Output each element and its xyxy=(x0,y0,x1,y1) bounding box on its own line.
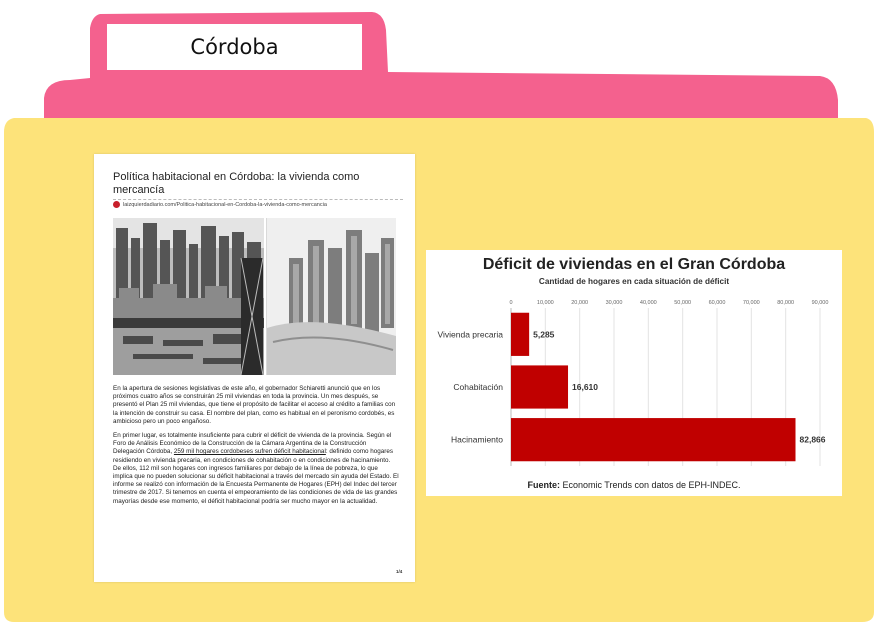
chart-subtitle: Cantidad de hogares en cada situación de déficit xyxy=(538,277,730,286)
article-body xyxy=(113,385,399,512)
x-tick-label: 30,000 xyxy=(605,300,623,306)
x-tick-label: 50,000 xyxy=(674,300,692,306)
bar xyxy=(511,313,529,356)
title-divider xyxy=(113,199,403,200)
x-tick-label: 60,000 xyxy=(708,300,726,306)
article-source-url[interactable]: laizquierdadiario.com/Politica-habitacional-en-Cordoba-la-vivienda-como-mercancia xyxy=(123,201,327,208)
source-text: Economic Trends con datos de EPH-INDEC. xyxy=(559,480,741,490)
data-label: 82,866 xyxy=(799,434,826,445)
paragraph-text: : definido como hogares residiendo en vivienda precaria, en condiciones de cohabitación o en condiciones de hacinamiento. De ellos, 112 mil son hogares con ingresos familiares por debajo de la línea de pobreza, lo que implica que no pueden solucionar su déficit habitacional a través del mercado sin ayuda del Estado. El informe se realizó con información de la Encuesta Permanente de Hogares (EPH) del Indec del tercer trimestre de 2017. Si tenemos en cuenta el empeoramiento de las condiciones de vida de las grandes mayorías desde ese momento, el déficit habitacional podría ser mucho mayor en la actualidad. xyxy=(113,448,399,505)
chart-source xyxy=(426,480,842,490)
site-logo-icon xyxy=(113,201,120,208)
category-label: Hacinamiento xyxy=(451,434,503,445)
article-document xyxy=(94,154,415,582)
hogares-deficit-link[interactable]: 259 mil hogares cordobeses sufren déficit habitacional xyxy=(173,448,326,456)
data-label: 5,285 xyxy=(533,329,555,340)
deficit-chart-card xyxy=(426,250,842,496)
category-label: Vivienda precaria xyxy=(437,329,503,340)
bar xyxy=(511,418,796,461)
page-number: 1/4 xyxy=(396,569,403,574)
article-paragraph xyxy=(113,432,399,506)
city-buildings-photo xyxy=(113,218,396,375)
article-source xyxy=(113,201,408,208)
x-tick-label: 10,000 xyxy=(536,300,554,306)
data-label: 16,610 xyxy=(572,382,599,392)
category-label: Cohabitación xyxy=(453,382,503,392)
article-paragraph: En la apertura de sesiones legislativas de este año, el gobernador Schiaretti anunció que en los próximos cuatro años se construirán 25 mil viviendas en toda la provincia. Un mes después, se presentó el Plan 25 mil viviendas, que tiene el propósito de facilitar el acceso al crédito a familias con la intención de construir su casa. El nombre del plan, como es habitual en el peronismo cordobés, es ambicioso pero un poco engañoso. xyxy=(113,385,396,425)
bar-chart xyxy=(426,250,842,480)
source-label: Fuente: xyxy=(527,480,560,490)
x-tick-label: 90,000 xyxy=(811,300,829,306)
x-tick-label: 40,000 xyxy=(639,300,657,306)
article-title: Política habitacional en Córdoba: la vivienda como mercancía xyxy=(113,171,360,196)
x-tick-label: 20,000 xyxy=(571,300,589,306)
paragraph-text: En primer lugar, es totalmente insuficiente para cubrir el déficit de vivienda de la provincia. Según el Foro de Análisis Económico de la Construcción de la Cámara Argentina de la Construcción Delegación Córdoba, xyxy=(113,432,392,456)
chart-title: Déficit de viviendas en el Gran Córdoba xyxy=(482,256,786,273)
folder-tab-label: Córdoba xyxy=(107,24,362,70)
x-tick-label: 0 xyxy=(509,300,513,306)
bar xyxy=(511,365,568,408)
x-tick-label: 70,000 xyxy=(742,300,760,306)
x-tick-label: 80,000 xyxy=(777,300,795,306)
